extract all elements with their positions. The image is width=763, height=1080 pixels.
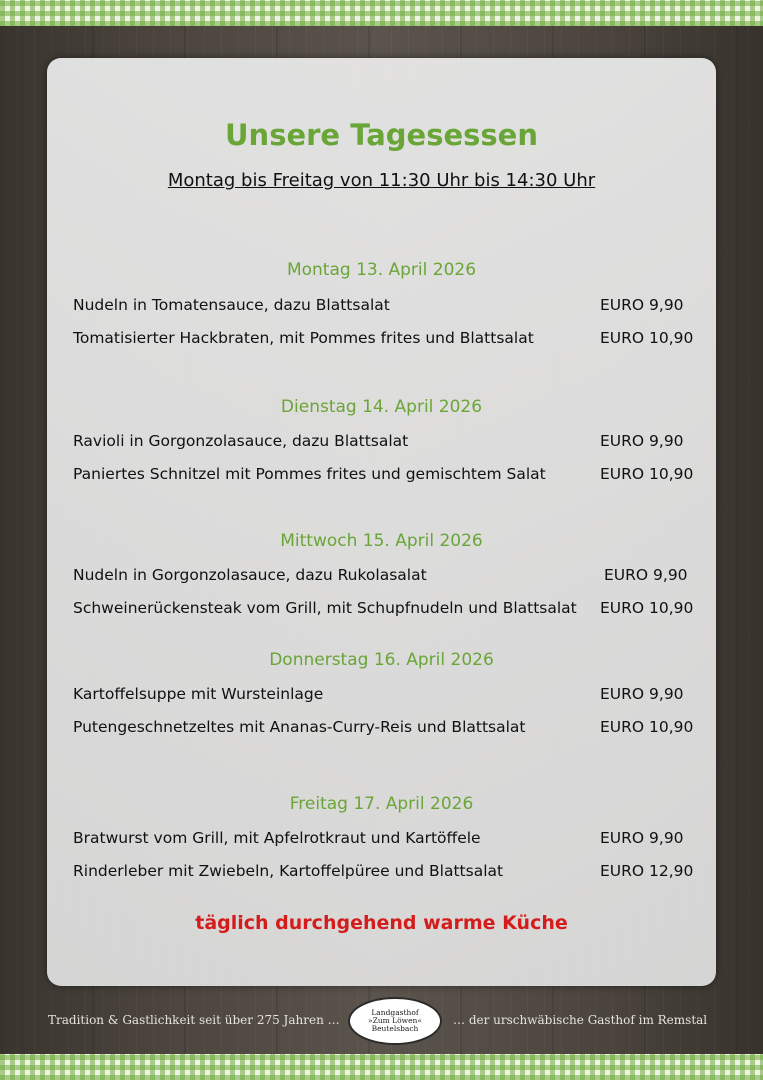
gingham-border-bottom [0,1054,763,1080]
dish-monday-2: Tomatisierter Hackbraten, mit Pommes frites und Blattsalat [73,329,534,347]
day-heading-wednesday: Mittwoch 15. April 2026 [280,531,483,551]
dish-monday-1: Nudeln in Tomatensauce, dazu Blattsalat [73,296,390,314]
dish-thursday-1: Kartoffelsuppe mit Wursteinlage [73,685,324,703]
day-heading-friday: Freitag 17. April 2026 [289,794,474,814]
logo-line-3: Beutelsbach [371,1023,419,1033]
footer-tagline-left: Tradition & Gastlichkeit seit über 275 Jahren … [48,1013,340,1027]
price-tuesday-2: EURO 10,90 [600,465,694,483]
dish-friday-2: Rinderleber mit Zwiebeln, Kartoffelpüree und Blattsalat [73,862,504,880]
dish-friday-1: Bratwurst vom Grill, mit Apfelrotkraut und Kartöffele [73,829,481,847]
opening-hours: Montag bis Freitag von 11:30 Uhr bis 14:30 Uhr [167,170,596,191]
price-friday-1: EURO 9,90 [600,829,684,847]
logo-line-2: »Zum Löwen« [368,1016,422,1026]
logo-line-1: Landgasthof [371,1008,419,1018]
restaurant-logo [348,997,442,1045]
menu-title: Unsere Tagesessen [225,118,538,152]
footer-tagline-right: … der urschwäbische Gasthof im Remstal [453,1013,708,1027]
price-friday-2: EURO 12,90 [600,862,694,880]
gingham-border-top [0,0,763,26]
menu-card [47,58,716,986]
price-monday-2: EURO 10,90 [600,329,694,347]
dish-tuesday-2: Paniertes Schnitzel mit Pommes frites und gemischtem Salat [73,465,546,483]
price-thursday-2: EURO 10,90 [600,718,694,736]
dish-thursday-2: Putengeschnetzeltes mit Ananas-Curry-Reis und Blattsalat [73,718,526,736]
price-wednesday-2: EURO 10,90 [600,599,694,617]
warm-kitchen-note: täglich durchgehend warme Küche [195,912,568,934]
dish-wednesday-2: Schweinerückensteak vom Grill, mit Schupfnudeln und Blattsalat [73,599,577,617]
price-monday-1: EURO 9,90 [600,296,684,314]
price-wednesday-1: EURO 9,90 [604,566,688,584]
dish-wednesday-1: Nudeln in Gorgonzolasauce, dazu Rukolasalat [73,566,427,584]
day-heading-tuesday: Dienstag 14. April 2026 [280,397,483,417]
dish-tuesday-1: Ravioli in Gorgonzolasauce, dazu Blattsalat [73,432,409,450]
day-heading-monday: Montag 13. April 2026 [286,260,477,280]
price-thursday-1: EURO 9,90 [600,685,684,703]
price-tuesday-1: EURO 9,90 [600,432,684,450]
day-heading-thursday: Donnerstag 16. April 2026 [269,650,494,670]
